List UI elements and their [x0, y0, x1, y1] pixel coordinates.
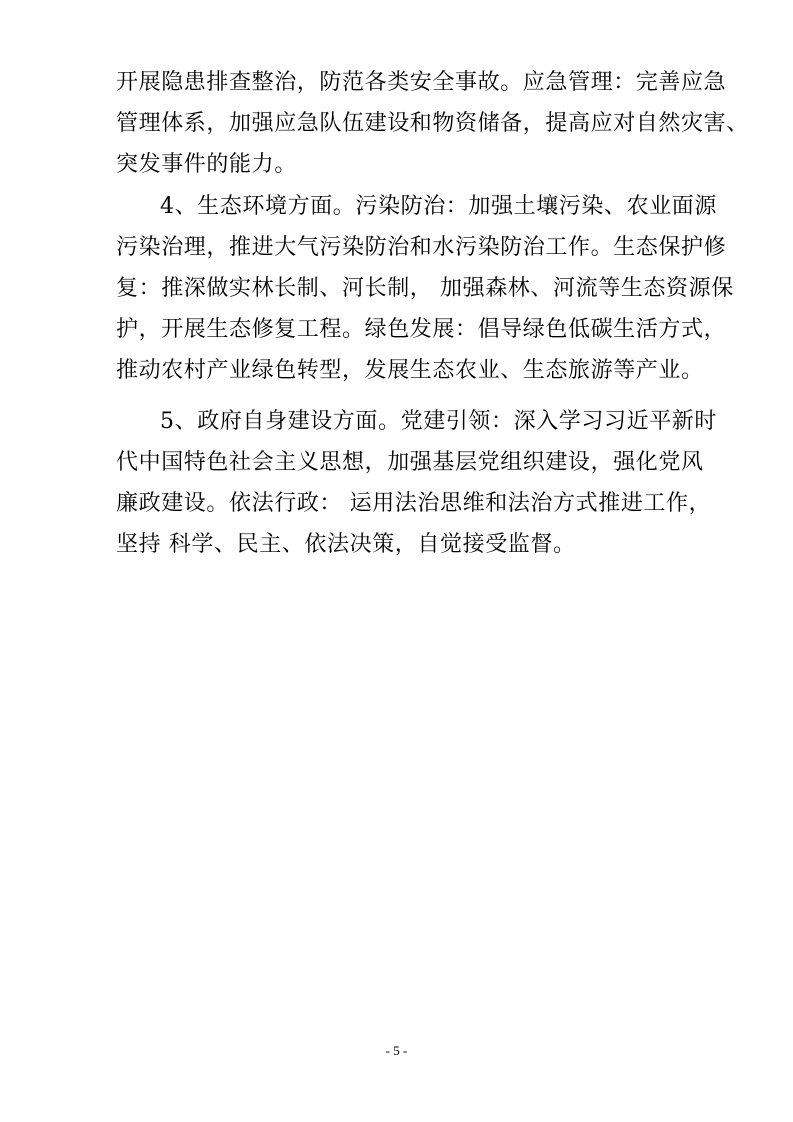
- text-line: 护，开展生态修复工程。绿色发展：倡导绿色低碳生活方式，: [116, 317, 727, 342]
- page-number: - 5 -: [385, 1043, 408, 1058]
- text-line: 廉政建设。依法行政： 运用法治思维和法治方式推进工作，: [116, 491, 712, 516]
- paragraph-4-heading-line: 4、生态环境方面。污染防治：加强土壤污染、农业面源: [160, 194, 717, 219]
- text-line: 突发事件的能力。: [116, 152, 297, 177]
- text-line: 坚持 科学、民主、依法决策，自觉接受监督。: [116, 532, 576, 557]
- text-line: 推动农村产业绿色转型，发展生态农业、生态旅游等产业。: [116, 358, 704, 383]
- text-line: 管理体系，加强应急队伍建设和物资储备，提高应对自然灾害、: [116, 111, 749, 136]
- text-line: 开展隐患排查整治，防范各类安全事故。应急管理：完善应急: [116, 70, 727, 95]
- text-line: 复：推深做实林长制、河长制， 加强森林、河流等生态资源保: [116, 276, 734, 301]
- paragraph-5-heading-line: 5、政府自身建设方面。党建引领：深入学习习近平新时: [160, 409, 717, 434]
- text-line: 污染治理，推进大气污染防治和水污染防治工作。生态保护修: [116, 235, 727, 260]
- text-line: 代中国特色社会主义思想，加强基层党组织建设，强化党风: [116, 450, 704, 475]
